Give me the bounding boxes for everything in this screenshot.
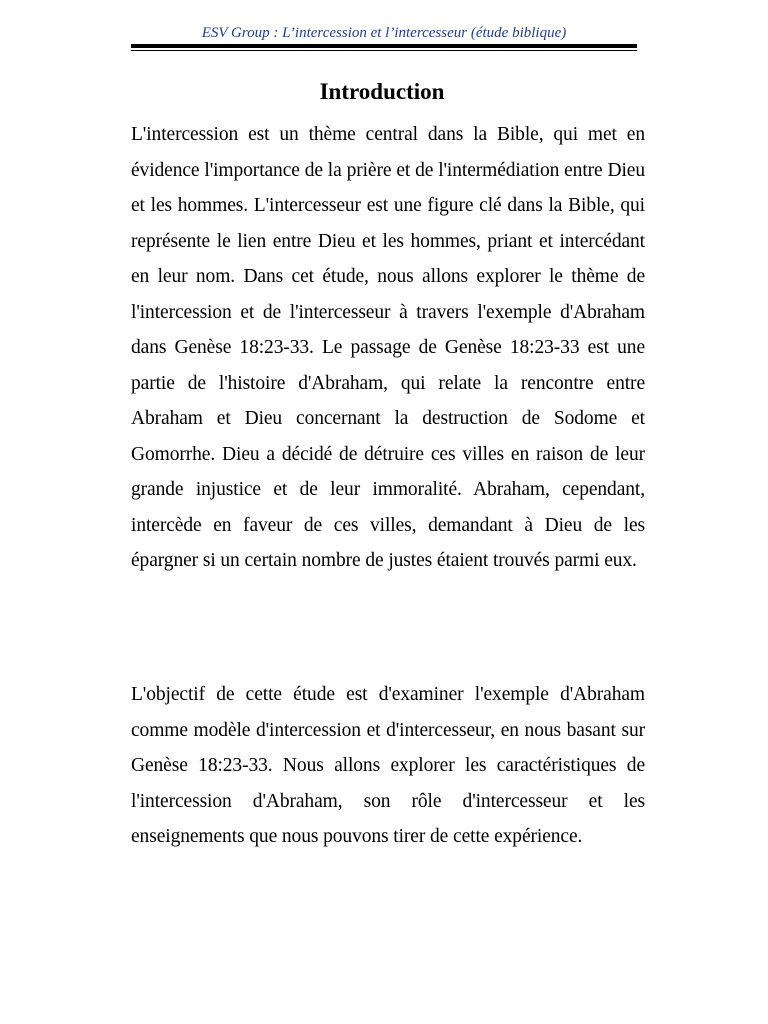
section-title: Introduction: [319, 79, 445, 104]
intro-paragraph-1: L'intercession est un thème central dans la Bible, qui met en évidence l'importance de la prière et de l'intermédiation entre Dieu et les hommes. L'intercesseur est une figure clé dans la Bible, qui représente le lien entre Dieu et les hommes, priant et intercédant en leur nom. Dans cet étude, nous allons explorer le thème de l'intercession et de l'intercesseur à travers l'exemple d'Abraham dans Genèse 18:23-33. Le passage de Genèse 18:23-33 est une partie de l'histoire d'Abraham, qui relate la rencontre entre Abraham et Dieu concernant la destruction de Sodome et Gomorrhe. Dieu a décidé de détruire ces villes en raison de leur grande injustice et de leur immoralité. Abraham, cependant, intercède en faveur de ces villes, demandant à Dieu de les épargner si un certain nombre de justes étaient trouvés parmi eux.: [131, 124, 645, 571]
header-rule-thin: [131, 50, 637, 51]
running-header: ESV Group : L’intercession et l’intercesseur (étude biblique): [201, 25, 567, 41]
header-rule-thick: [131, 44, 637, 48]
intro-paragraph-2: L'objectif de cette étude est d'examiner l'exemple d'Abraham comme modèle d'intercession et d'intercesseur, en nous basant sur Genèse 18:23-33. Nous allons explorer les caractéristiques de l'intercession d'Abraham, son rôle d'intercesseur et les enseignements que nous pouvons tirer de cette expérience.: [131, 684, 645, 847]
